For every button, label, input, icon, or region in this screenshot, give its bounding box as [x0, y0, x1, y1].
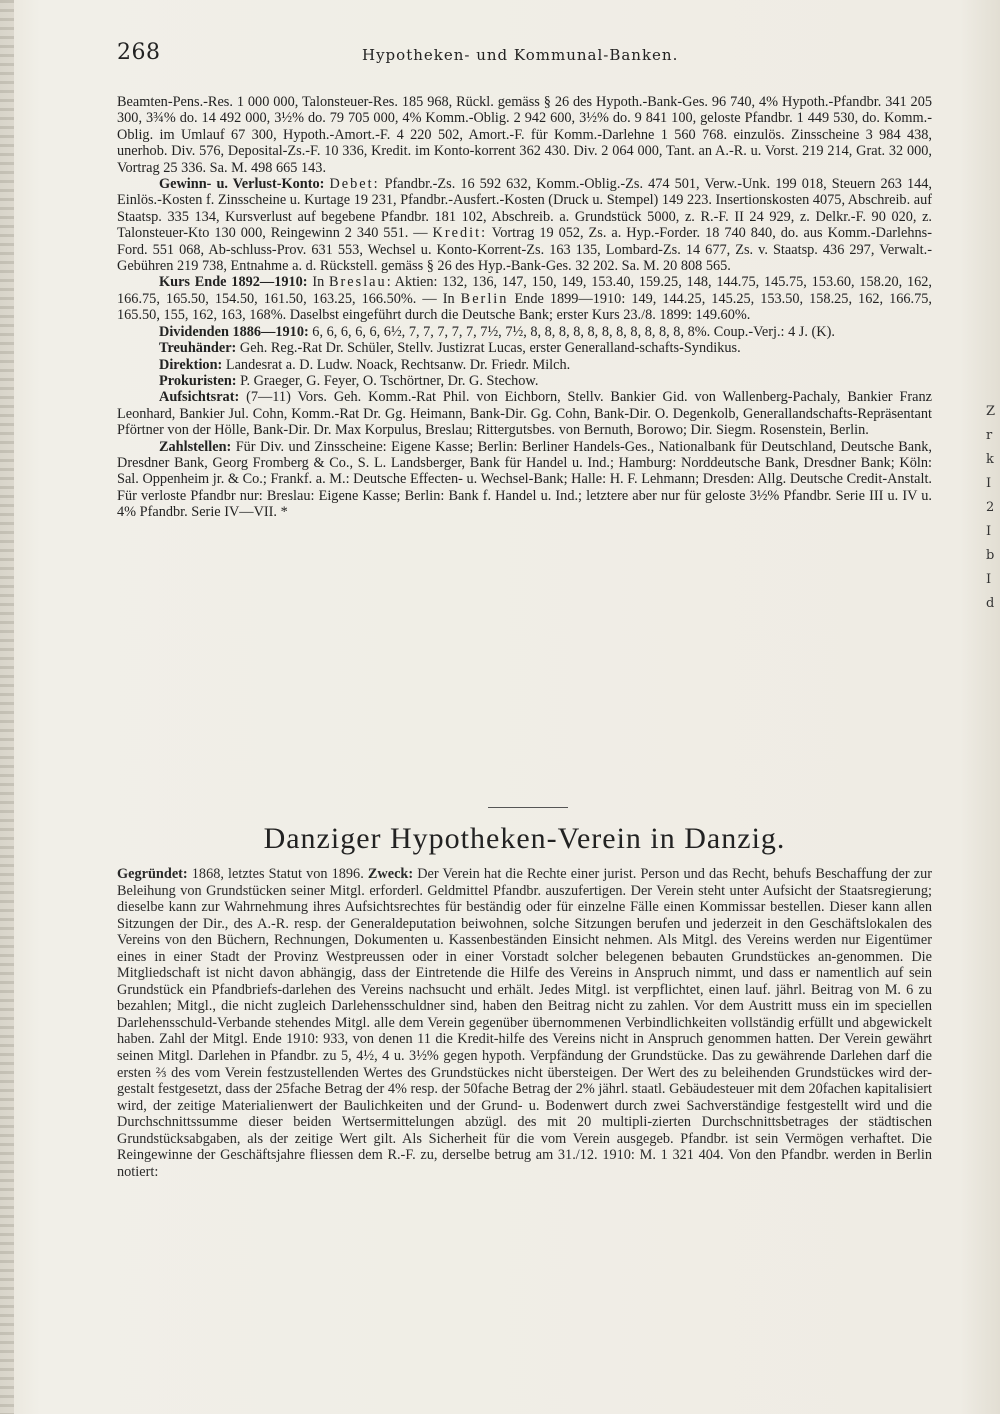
supervisory-board-text: (7—11) Vors. Geh. Komm.-Rat Phil. von Eichborn, Stellv. Bankier Gid. von Wallenberg-Pachaly, Bankier Franz Leonhard, Bankier Jul. Cohn, Komm.-Rat Dr. Gg. Heimann, Bank-Dir. Gg. Cohn, Bank-Dir. O. Degenkolb, Generallandschafts-Repräsentant Pförtner von der Hölle, Bank-Dir. Dr. Max Korpulus, Breslau; Rittergutsbes. von Bernuth, Borowo; Dir. Siegm. Rosenstein, Berlin.	[117, 389, 932, 439]
margin-letter: d	[986, 596, 995, 611]
bank-entry-continued	[117, 94, 932, 521]
kurs-label: Kurs Ende 1892—1910:	[159, 274, 308, 291]
supervisory-board-label: Aufsichtsrat:	[159, 389, 240, 406]
dividends-label: Dividenden 1886—1910:	[159, 323, 309, 340]
danziger-entry	[117, 866, 932, 1180]
dividends-text: 6, 6, 6, 6, 6, 6½, 7, 7, 7, 7, 7, 7½, 7½, 8, 8, 8, 8, 8, 8, 8, 8, 8, 8, 8, 8%. Coup.-Verj.: 4 J. (K).	[308, 323, 835, 340]
dividends-paragraph	[117, 324, 932, 340]
kredit-label: Kredit:	[432, 225, 488, 242]
margin-letter: k	[986, 452, 994, 467]
paying-agents-paragraph	[117, 439, 932, 521]
margin-letter: b	[986, 548, 995, 563]
direction-paragraph	[117, 357, 932, 373]
page-number: 268	[117, 40, 161, 65]
section-title: Danziger Hypotheken-Verein in Danzig.	[263, 822, 786, 855]
paying-agents-label: Zahlstellen:	[159, 438, 232, 455]
founded-text: 1868, letztes Statut von 1896.	[187, 866, 368, 882]
margin-letter: Z	[986, 404, 996, 419]
profit-loss-label: Gewinn- u. Verlust-Konto:	[159, 176, 325, 193]
kurs-paragraph	[117, 274, 932, 323]
kurs-city-berlin: Berlin	[460, 290, 509, 307]
paying-agents-text: Für Div. und Zinsscheine: Eigene Kasse; Berlin: Berliner Handels-Ges., Nationalbank für Deutschland, Deutsche Bank, Dresdner Bank, Georg Fromberg & Co., S. L. Landsberger, Bank für Handel u. Ind.; Hamburg: Norddeutsche Bank, Dresdner Bank; Köln: Sal. Oppenheim jr. & Co.; Frankf. a. M.: Deutsche Effecten- u. Wechsel-Bank; Halle: H. F. Lehmann; Dresden: Allg. Deutsche Credit-Anstalt. Für verloste Pfandbr nur: Breslau: Eigene Kasse; Berlin: Bank f. Handel u. Ind.; letztere aber nur für geloste 3½% Pfandbr. Serie III u. IV u. 4% Pfandbr. Serie IV—VII. *	[117, 438, 932, 521]
direction-text: Landesrat a. D. Ludw. Noack, Rechtsanw. Dr. Friedr. Milch.	[222, 356, 571, 373]
purpose-label: Zweck:	[367, 866, 414, 882]
margin-letter: r	[986, 428, 993, 443]
profit-loss-paragraph	[117, 176, 932, 274]
direction-label: Direktion:	[159, 356, 223, 373]
trustee-text: Geh. Reg.-Rat Dr. Schüler, Stellv. Justizrat Lucas, erster Generalland-schafts-Syndikus.	[236, 340, 741, 357]
binding-edge	[0, 0, 14, 1414]
debet-text: Pfandbr.-Zs. 16 592 632, Komm.-Oblig.-Zs. 474 501, Verw.-Unk. 199 018, Steuern 263 144, Einlös.-Kosten f. Zinsscheine u. Kurtage 19 231, Pfandbr.-Ausfert.-Kosten (Druck u. Stempel) 149 223. Insertionskosten 4075, Abschreib. auf Staatsp. 335 134, Kursverlust auf begebene Pfandbr. 181 102, Abschreib. a. Grundstück 5000, z. R.-F. II 24 929, z. Delkr.-F. 90 020, z. Talonsteuer-Kto 130 000, Reingewinn 2 340 551. —	[117, 176, 932, 242]
procurists-paragraph	[117, 373, 932, 389]
page-header	[117, 40, 947, 70]
running-title: Hypotheken- und Kommunal-Banken.	[362, 46, 679, 64]
founded-label: Gegründet:	[117, 866, 188, 882]
kredit-text: Vortrag 19 052, Zs. a. Hyp.-Forder. 18 740 840, do. aus Komm.-Darlehns-Ford. 551 068, Ab-schluss-Prov. 631 553, Wechsel u. Konto-Korrent-Zs. 163 135, Lombard-Zs. 14 677, Zs. v. Staatsp. 436 297, Verwalt.-Gebühren 219 738, Entnahme a. d. Rückstell. gemäss § 26 des Hyp.-Bank-Ges. 32 202. Sa. M. 20 808 565.	[117, 225, 932, 275]
balance-paragraph: Beamten-Pens.-Res. 1 000 000, Talonsteuer-Res. 185 968, Rückl. gemäss § 26 des Hypoth.-Bank-Ges. 96 740, 4% Hypoth.-Pfandbr. 341 205 300, 3¾% do. 14 492 000, 3½% do. 79 705 000, 4% Komm.-Oblig. 2 942 600, 3½% do. 9 841 100, geloste Pfandbr. 1 449 530, do. Komm.-Oblig. im Umlauf 67 300, Hypoth.-Amort.-F. 4 220 502, Amort.-F. für Komm.-Darlehne 1 560 768. einzulös. Zinsscheine 3 984 438, unerhob. Div. 576, Deposital-Zs.-F. 10 336, Kredit. im Konto-korrent 362 430. Div. 2 064 000, Tant. an A.-R. u. Vorst. 219 214, Grat. 32 000, Vortrag 25 336. Sa. M. 498 665 143.	[117, 94, 932, 176]
procurists-label: Prokuristen:	[159, 372, 237, 389]
kurs-text-breslau: : Aktien: 132, 136, 147, 150, 149, 153.40, 159.25, 148, 144.75, 145.75, 153.60, 158.20, 162, 166.75, 165.50, 154.50, 161.50, 163.25, 166.50%. — In	[117, 274, 932, 307]
section-divider	[488, 807, 568, 808]
debet-label: Debet:	[329, 176, 380, 193]
purpose-text: Der Verein hat die Rechte einer jurist. Person und das Recht, behufs Beschaffung der zur Beleihung von Grundstücken seiner Mitgl. erforderl. Geldmittel Pfandbr. auszufertigen. Der Verein steht unter Aufsicht der Staatsregierung; dieselbe kann zur Wahrnehmung ihres Aufsichtsrechtes für beständig oder für einzelne Fälle einen Kommissar bestellen. Dieser kann allen Sitzungen der Dir., des A.-R. resp. der Generaldeputation beiwohnen, solche Sitzungen berufen und jederzeit in den Geschäftslokalen des Vereins von den Büchern, Rechnungen, Dokumenten u. Kassenbeständen Einsicht nehmen. Als Mitgl. des Vereins werden nur Eigentümer eines in einer Stadt der Provinz Westpreussen oder in einer Vorstadt solcher belegenen bebauten Grundstückes an-genommen. Die Mitgliedschaft ist nicht davon abhängig, dass der Eintretende die Hilfe des Vereins in Anspruch nimmt, und dass er namentlich auf sein Grundstück ein Pfandbriefs-darlehen des Vereins nachsucht und erhält. Jedes Mitgl. ist verpflichtet, einen lauf. jährl. Beitrag von M. 6 zu bezahlen; Mitgl., die nicht zugleich Darlehensschuldner sind, haben den Beitrag nicht zu zahlen. Vor dem Austritt muss ein im speciellen Darlehensschuld-Verbande stehendes Mitgl. alle dem Verein gegenüber übernommenen Verbindlichkeiten vollständig erfüllt und abgewickelt haben. Zahl der Mitgl. Ende 1910: 933, von denen 11 die Kredit-hilfe des Vereins nicht in Anspruch genommen hatten. Der Verein gewährt seinen Mitgl. Darlehen in Pfandbr. zu 5, 4½, 4 u. 3½% gegen hypoth. Verpfändung der Grundstücke. Das zu gewährende Darlehen darf die ersten ⅔ des vom Verein festzustellenden Wertes des Grundstückes nicht übersteigen. Der Wert des zu beleihenden Grundstückes wird der-gestalt festgesetzt, dass der 25fache Betrag der 4% resp. der 50fache Betrag der 2% jährl. staatl. Gebäudesteuer mit dem 20fachen kapitalisiert wird, der zeitige Materialienwert der Baulichkeiten und der Grund- u. Bodenwert durch zwei Sachverständige festgestellt wird und die Durchschnittssumme dieser beiden Wertsermittelungen abzügl. des mit 20 multipli-zierten Durchschnittsbetrages der städtischen Grundstücksabgaben, als der zeitige Wert gilt. Als Sicherheit für die vom Verein ausgegeb. Pfandbr. ist sein Vermögen verhaftet. Die Reingewinne der Geschäftsjahre fliessen dem R.-F. zu, derselbe betrug am 31./12. 1910: M. 1 321 404. Von den Pfandbr. werden in Berlin notiert:	[117, 866, 932, 1180]
margin-letter: 2	[986, 500, 995, 515]
margin-letter: I	[986, 476, 992, 491]
margin-letter: I	[986, 524, 992, 539]
trustee-paragraph	[117, 340, 932, 356]
margin-letter: I	[986, 572, 992, 587]
supervisory-board-paragraph	[117, 389, 932, 438]
founding-purpose-paragraph	[117, 866, 932, 1180]
kurs-in: In	[307, 274, 329, 291]
procurists-text: P. Graeger, G. Feyer, O. Tschörtner, Dr. G. Stechow.	[236, 372, 539, 389]
kurs-text-berlin: Ende 1899—1910: 149, 144.25, 145.25, 153.50, 158.25, 162, 166.75, 165.50, 155, 162, 163, 168%. Daselbst eingeführt durch die Deutsche Bank; erster Kurs 23./8. 1899: 149.60%.	[117, 290, 932, 324]
kurs-city-breslau: Breslau	[329, 274, 387, 291]
trustee-label: Treuhänder:	[159, 340, 237, 357]
adjacent-page-margin	[986, 400, 1000, 700]
